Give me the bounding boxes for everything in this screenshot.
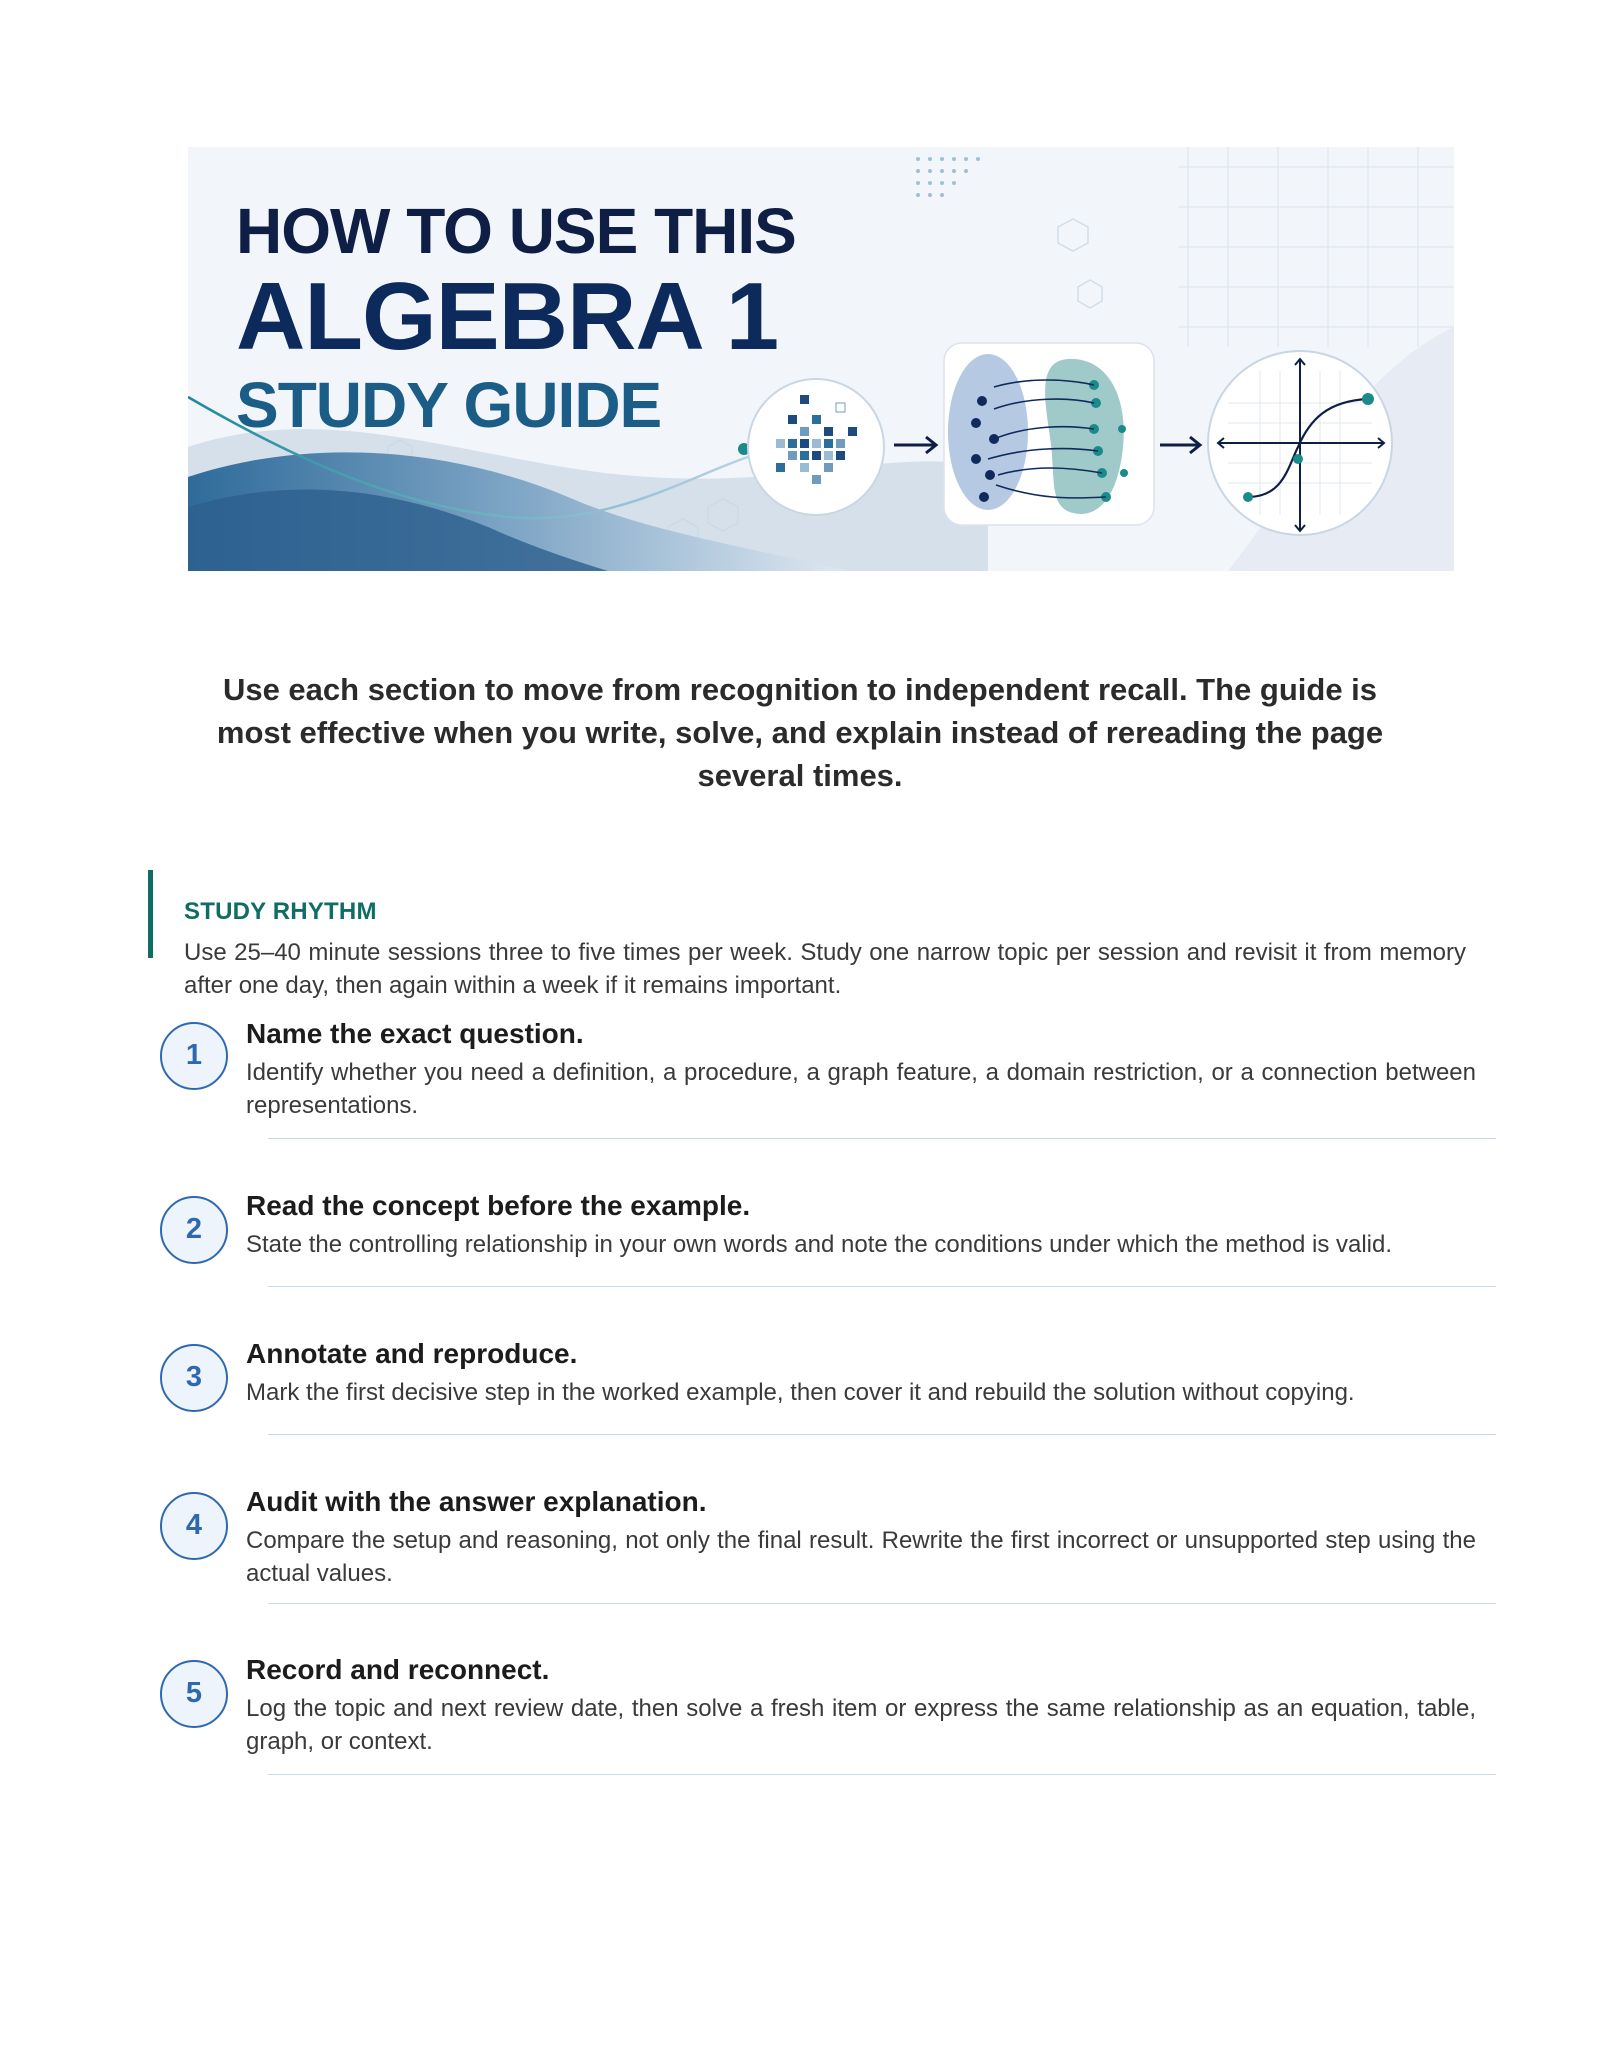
step-description: Mark the first decisive step in the worked example, then cover it and rebuild the solution without copying. xyxy=(246,1379,1355,1406)
step-description: Identify whether you need a definition, a procedure, a graph feature, a domain restriction, or a connection between representations. xyxy=(246,1059,1476,1119)
step-description: State the controlling relationship in your own words and note the conditions under which the method is valid. xyxy=(246,1231,1393,1258)
banner-title xyxy=(236,195,796,443)
coordinate-graph-icon xyxy=(1208,351,1392,535)
step-number-badge: 5 xyxy=(160,1660,228,1728)
banner-title-line-3: STUDY GUIDE xyxy=(236,369,662,441)
step-number-badge: 3 xyxy=(160,1344,228,1412)
step-title: Annotate and reproduce. xyxy=(246,1338,578,1369)
rhythm-label: STUDY RHYTHM xyxy=(184,898,377,925)
step-number-badge: 2 xyxy=(160,1196,228,1264)
header-banner xyxy=(188,147,1454,571)
divider xyxy=(268,1286,1496,1287)
step-description: Compare the setup and reasoning, not only the final result. Rewrite the first incorrect or unsupported step using the actual values. xyxy=(246,1527,1476,1587)
step-title: Read the concept before the example. xyxy=(246,1190,751,1221)
divider xyxy=(268,1603,1496,1604)
mapping-diagram-icon xyxy=(944,343,1154,525)
banner-title-line-1: HOW TO USE THIS xyxy=(236,195,796,267)
divider xyxy=(268,1774,1496,1775)
step-number-badge: 4 xyxy=(160,1492,228,1560)
step-title: Audit with the answer explanation. xyxy=(246,1486,707,1517)
rhythm-accent-bar xyxy=(148,870,153,958)
step-number-badge: 1 xyxy=(160,1022,228,1090)
step-title: Name the exact question. xyxy=(246,1018,584,1049)
divider xyxy=(268,1434,1496,1435)
rhythm-text: Use 25–40 minute sessions three to five times per week. Study one narrow topic per session and revisit it from memory after one day, then again within a week if it remains important. xyxy=(184,939,1466,999)
divider xyxy=(268,1138,1496,1139)
step-title: Record and reconnect. xyxy=(246,1654,550,1685)
step-description: Log the topic and next review date, then solve a fresh item or express the same relationship as an equation, table, graph, or context. xyxy=(246,1695,1476,1755)
lead-paragraph: Use each section to move from recognition to independent recall. The guide is most effective when you write, solve, and explain instead of rereading the page several times. xyxy=(216,672,1384,793)
banner-title-line-2: ALGEBRA 1 xyxy=(236,263,779,370)
